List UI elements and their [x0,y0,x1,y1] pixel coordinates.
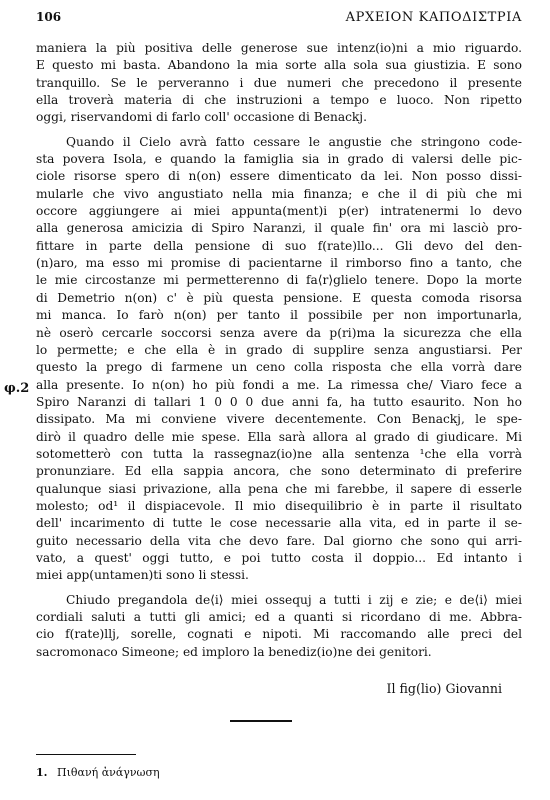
footnote-number: 1. [36,766,48,779]
text-line: qualunque siasi privazione, alla pena che mi farebbe, il sapere di esserle [36,481,522,496]
text-line: sotometterò con tutta la rassegnaz(io)ne alla sentenza ¹che ella vorrà [36,446,522,461]
text-line: maniera la più positiva delle generose sue intenz(io)ni a mio riguardo. [36,41,522,55]
text-line: oggi, riservandomi di farlo coll' occasione di Benackj. [36,110,367,125]
text-line: Chiudo pregandola de⟨i⟩ miei ossequj a tutti i zij e zie; e de⟨i⟩ miei [66,592,522,607]
text-line: sacromonaco Simeone; ed imploro la benediz(io)ne dei genitori. [36,644,432,659]
footnote-text: Πιθανή ἀνάγνωση [56,766,160,779]
text-line: alla generosa amicizia di Spiro Naranzi, il quale fin' ora mi lasciò pro- [36,221,522,236]
text-line: nè oserò cercarle soccorsi senza avere da p(ri)ma la sicurezza che ella [36,325,522,340]
running-head: ΑΡΧΕΙΟΝ ΚΑΠΟΔΙΣΤΡΙΑ [345,10,522,25]
closing-rule [230,720,292,722]
text-line: alla presente. Io n(on) ho più fondi a me. La rimessa che/ Viaro fece a [36,377,522,392]
text-line: pronunziare. Ed ella sappia ancora, che sono determinato di preferire [36,464,522,479]
text-line: ella troverà materia di che instruzioni a tempo e luoco. Non ripetto [36,93,522,108]
text-line: dell' incarimento di tutte le cose necessarie alla vita, ed in parte il se- [36,516,522,531]
text-line: E questo mi basta. Abandono la mia sorte alla sola sua giustizia. E sono [36,58,522,73]
text-line: dissipato. Ma mi conviene vivere decentemente. Con Benackj, le spe- [36,412,522,427]
text-line: tranquillo. Se le perveranno i due numeri che precedono il presente [36,75,522,90]
text-line: sta povera Isola, e quando la famiglia sia in grado di valersi delle pic- [36,152,522,167]
text-line: le mie circostanze mi permetterenno di fa⟨r⟩glielo tenere. Dopo la morte [36,273,522,288]
text-line: dirò il quadro delle mie spese. Ella sarà allora al grado di giudicare. Mi [36,429,522,444]
text-line: fittare in parte della pensione di suo f(rate)llo... Gli devo del den- [36,238,522,253]
text-line: Quando il Cielo avrà fatto cessare le angustie che stringono code- [66,134,522,149]
footnote-rule [36,754,136,755]
page-number: 106 [36,10,62,24]
text-line: cio f(rate)llj, sorelle, cognati e nipoti. Mi raccomando alle preci del [36,627,522,642]
text-line: mularle che vivo angustiato nella mia finanza; e che il di più che mi [36,186,522,201]
text-line: lo permette; e che ella è in grado di supplire senza angustiarsi. Per [36,342,522,357]
page-header [36,10,522,30]
text-line: ciole risorse spero di n(on) essere dimenticato da lei. Non posso dissi- [36,169,522,184]
footnote [36,766,160,779]
paragraph-3 [36,592,522,661]
text-line: guito necessario della vita che devo fare. Dal giorno che sono qui arri- [36,533,522,548]
margin-folio-note: φ.2 [4,381,30,396]
text-line: occore aggiungere ai miei appunta(ment)i p(er) intratenermi lo devo [36,204,522,219]
text-line: molesto; od¹ il dispiacevole. Il mio disequilibrio è in parte il risultato [36,498,522,513]
paragraph-1 [36,40,522,127]
text-line: (n)aro, ma esso mi promise di pacientarne il rimborso fino a tanto, che [36,256,522,271]
text-line: di Demetrio n(on) c' è più questa pensione. E questa comoda risorsa [36,290,522,305]
text-line: Spiro Naranzi di tallari 1 0 0 0 due anni fa, ha tutto esaurito. Non ho [36,394,522,409]
text-line: vato, a quest' oggi tutto, e poi tutto costa il doppio... Ed intanto i [36,550,522,565]
signature: Il fig(lio) Giovanni [386,681,502,696]
text-line: cordiali saluti a tutti gli amici; ed a quanti si ricordano di me. Abbra- [36,610,522,624]
text-line: miei app(untamen)ti sono li stessi. [36,568,249,583]
text-line: mi manca. Io farò n(on) per tanto il possibile per non importunarla, [36,308,522,323]
letter-body [36,40,522,668]
text-line: questo la prego di farmene un ceno colla risposta che ella vorrà dare [36,360,522,375]
paragraph-2 [36,134,522,585]
